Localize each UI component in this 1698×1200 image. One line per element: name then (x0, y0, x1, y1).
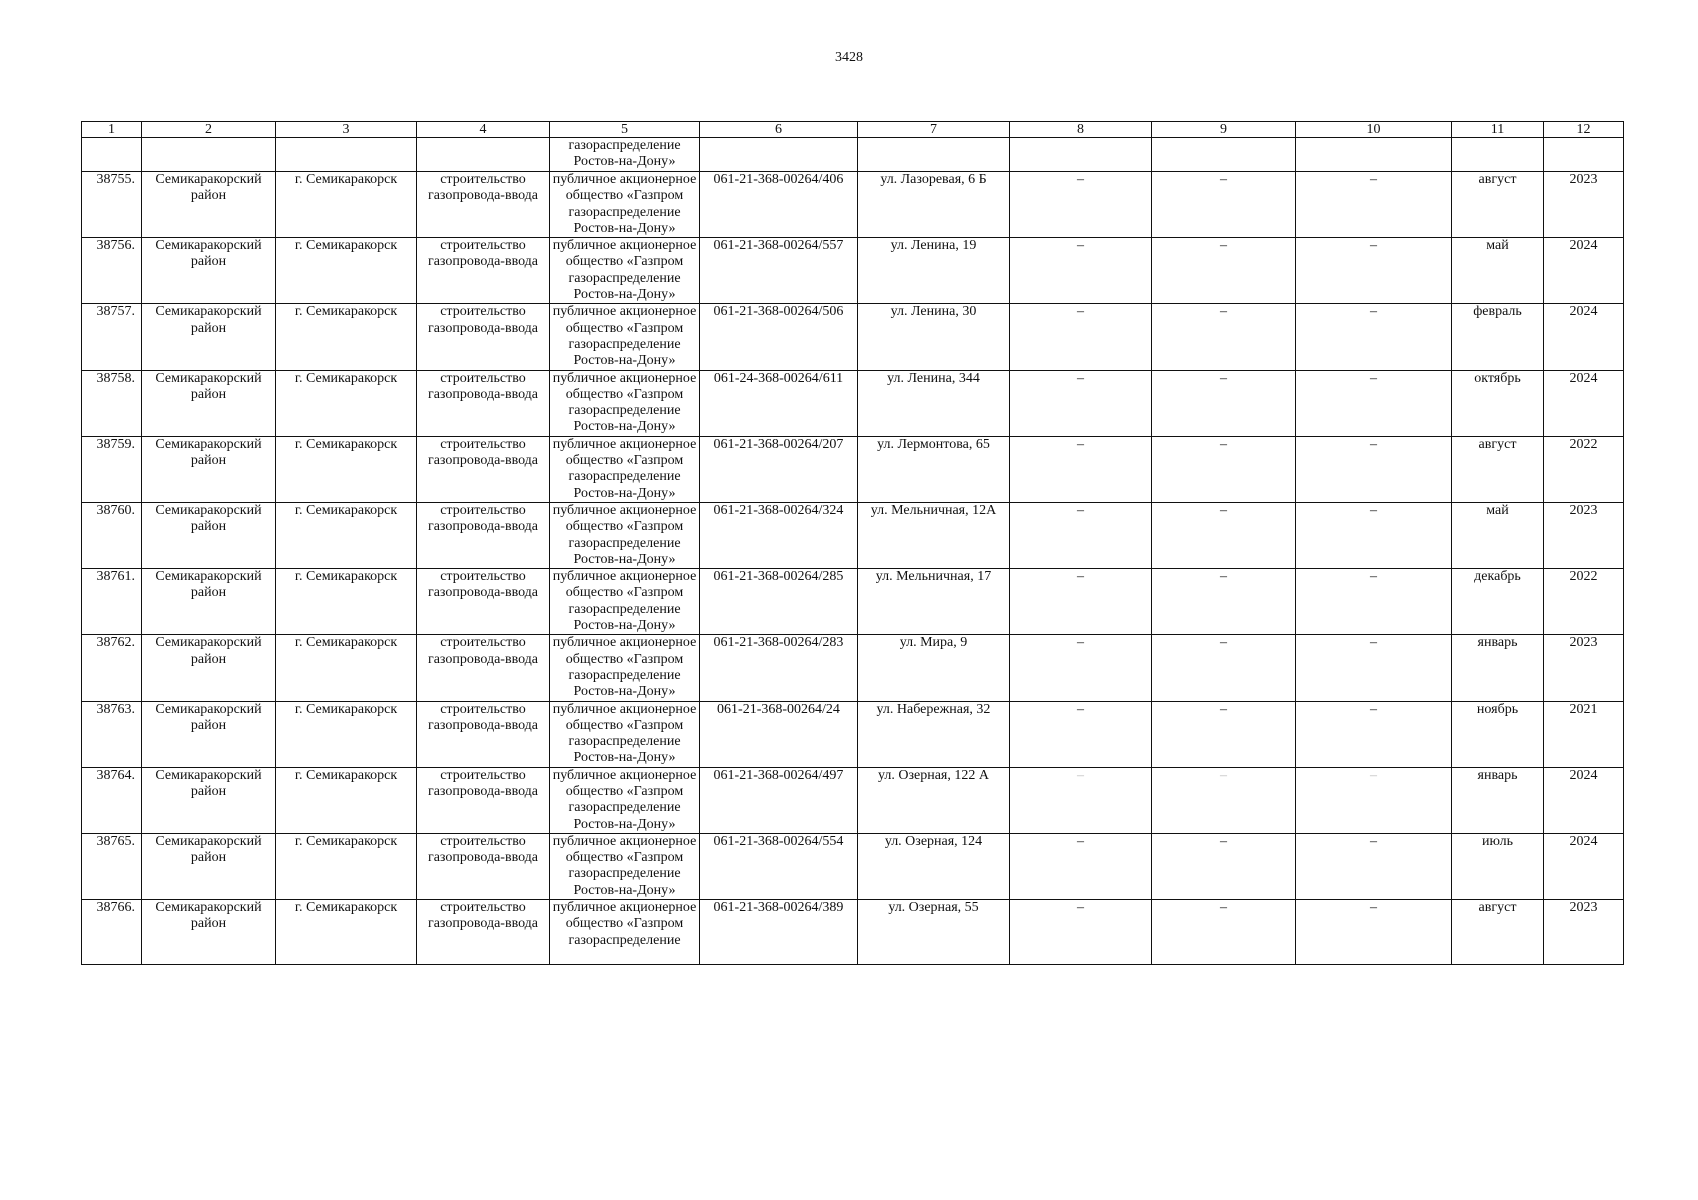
row-number-cell: 38762. (82, 635, 142, 701)
address-cell: ул. Мельничная, 12А (858, 502, 1010, 568)
col8-cell: – (1010, 569, 1152, 635)
column-header: 12 (1544, 122, 1624, 138)
table-cell (82, 138, 142, 172)
col8-cell: – (1010, 370, 1152, 436)
table-cell (1010, 138, 1152, 172)
year-cell: 2022 (1544, 569, 1624, 635)
row-number-cell: 38765. (82, 833, 142, 899)
registry-table (81, 121, 1624, 965)
table-row (82, 238, 1624, 304)
column-header: 3 (276, 122, 417, 138)
locality-cell: г. Семикаракорск (276, 238, 417, 304)
month-cell: август (1452, 172, 1544, 238)
column-header: 9 (1152, 122, 1296, 138)
col8-cell: – (1010, 238, 1152, 304)
year-cell: 2024 (1544, 833, 1624, 899)
col10-cell: – (1296, 833, 1452, 899)
row-number-cell: 38763. (82, 701, 142, 767)
month-cell: май (1452, 238, 1544, 304)
project-code-cell: 061-21-368-00264/24 (700, 701, 858, 767)
work-type-cell: строительство газопровода-ввода (417, 502, 550, 568)
year-cell: 2024 (1544, 370, 1624, 436)
district-cell: Семикаракорский район (142, 833, 276, 899)
address-cell: ул. Озерная, 122 А (858, 767, 1010, 833)
column-header: 7 (858, 122, 1010, 138)
table-cell (1452, 138, 1544, 172)
work-type-cell: строительство газопровода-ввода (417, 701, 550, 767)
month-cell: август (1452, 436, 1544, 502)
col9-cell: – (1152, 767, 1296, 833)
project-code-cell: 061-21-368-00264/406 (700, 172, 858, 238)
col8-cell: – (1010, 767, 1152, 833)
column-number-row (82, 122, 1624, 138)
col10-cell: – (1296, 238, 1452, 304)
col8-cell: – (1010, 172, 1152, 238)
table-row (82, 569, 1624, 635)
table-cell (142, 138, 276, 172)
project-code-cell: 061-21-368-00264/554 (700, 833, 858, 899)
row-number-cell: 38757. (82, 304, 142, 370)
col10-cell: – (1296, 370, 1452, 436)
column-header: 11 (1452, 122, 1544, 138)
month-cell: январь (1452, 767, 1544, 833)
col9-cell: – (1152, 635, 1296, 701)
work-type-cell: строительство газопровода-ввода (417, 172, 550, 238)
project-code-cell: 061-21-368-00264/285 (700, 569, 858, 635)
locality-cell: г. Семикаракорск (276, 370, 417, 436)
row-number-cell: 38766. (82, 900, 142, 965)
month-cell: июль (1452, 833, 1544, 899)
address-cell: ул. Мельничная, 17 (858, 569, 1010, 635)
work-type-cell: строительство газопровода-ввода (417, 238, 550, 304)
work-type-cell: строительство газопровода-ввода (417, 370, 550, 436)
month-cell: ноябрь (1452, 701, 1544, 767)
address-cell: ул. Лазоревая, 6 Б (858, 172, 1010, 238)
col10-cell: – (1296, 172, 1452, 238)
col10-cell: – (1296, 569, 1452, 635)
table-row (82, 635, 1624, 701)
organization-cell: публичное акционерное общество «Газпром газораспределение Ростов-на-Дону» (550, 635, 700, 701)
col9-cell: – (1152, 701, 1296, 767)
row-number-cell: 38764. (82, 767, 142, 833)
project-code-cell: 061-21-368-00264/207 (700, 436, 858, 502)
col8-cell: – (1010, 304, 1152, 370)
district-cell: Семикаракорский район (142, 172, 276, 238)
organization-cell: публичное акционерное общество «Газпром газораспределение Ростов-на-Дону» (550, 502, 700, 568)
col10-cell: – (1296, 502, 1452, 568)
table-cell (417, 138, 550, 172)
district-cell: Семикаракорский район (142, 502, 276, 568)
month-cell: май (1452, 502, 1544, 568)
month-cell: декабрь (1452, 569, 1544, 635)
locality-cell: г. Семикаракорск (276, 833, 417, 899)
table-cell (858, 138, 1010, 172)
org-continuation-cell: газораспределение Ростов-на-Дону» (550, 138, 700, 172)
project-code-cell: 061-21-368-00264/557 (700, 238, 858, 304)
address-cell: ул. Озерная, 124 (858, 833, 1010, 899)
address-cell: ул. Ленина, 19 (858, 238, 1010, 304)
col10-cell: – (1296, 701, 1452, 767)
column-header: 4 (417, 122, 550, 138)
row-number-cell: 38755. (82, 172, 142, 238)
table-row (82, 767, 1624, 833)
col10-cell: – (1296, 767, 1452, 833)
table-row (82, 172, 1624, 238)
locality-cell: г. Семикаракорск (276, 304, 417, 370)
district-cell: Семикаракорский район (142, 767, 276, 833)
table-cell (276, 138, 417, 172)
table-body (82, 138, 1624, 965)
district-cell: Семикаракорский район (142, 370, 276, 436)
district-cell: Семикаракорский район (142, 900, 276, 965)
project-code-cell: 061-21-368-00264/324 (700, 502, 858, 568)
locality-cell: г. Семикаракорск (276, 701, 417, 767)
table-cell (1152, 138, 1296, 172)
organization-cell: публичное акционерное общество «Газпром газораспределение Ростов-на-Дону» (550, 767, 700, 833)
col8-cell: – (1010, 436, 1152, 502)
col9-cell: – (1152, 900, 1296, 965)
col9-cell: – (1152, 502, 1296, 568)
col9-cell: – (1152, 436, 1296, 502)
year-cell: 2023 (1544, 635, 1624, 701)
locality-cell: г. Семикаракорск (276, 767, 417, 833)
work-type-cell: строительство газопровода-ввода (417, 833, 550, 899)
locality-cell: г. Семикаракорск (276, 502, 417, 568)
col8-cell: – (1010, 833, 1152, 899)
work-type-cell: строительство газопровода-ввода (417, 304, 550, 370)
organization-cell: публичное акционерное общество «Газпром газораспределение (550, 900, 700, 965)
col9-cell: – (1152, 370, 1296, 436)
locality-cell: г. Семикаракорск (276, 436, 417, 502)
col10-cell: – (1296, 436, 1452, 502)
col9-cell: – (1152, 172, 1296, 238)
row-number-cell: 38761. (82, 569, 142, 635)
work-type-cell: строительство газопровода-ввода (417, 436, 550, 502)
year-cell: 2024 (1544, 238, 1624, 304)
table-row (82, 370, 1624, 436)
table-cell (700, 138, 858, 172)
organization-cell: публичное акционерное общество «Газпром газораспределение Ростов-на-Дону» (550, 370, 700, 436)
project-code-cell: 061-21-368-00264/506 (700, 304, 858, 370)
col8-cell: – (1010, 635, 1152, 701)
district-cell: Семикаракорский район (142, 304, 276, 370)
work-type-cell: строительство газопровода-ввода (417, 900, 550, 965)
year-cell: 2024 (1544, 767, 1624, 833)
organization-cell: публичное акционерное общество «Газпром газораспределение Ростов-на-Дону» (550, 172, 700, 238)
col8-cell: – (1010, 900, 1152, 965)
column-header: 1 (82, 122, 142, 138)
table-row (82, 701, 1624, 767)
address-cell: ул. Лермонтова, 65 (858, 436, 1010, 502)
table-row (82, 900, 1624, 965)
table-cell (1544, 138, 1624, 172)
page-number: 3428 (835, 50, 863, 65)
column-header: 8 (1010, 122, 1152, 138)
continuation-row (82, 138, 1624, 172)
organization-cell: публичное акционерное общество «Газпром газораспределение Ростов-на-Дону» (550, 569, 700, 635)
work-type-cell: строительство газопровода-ввода (417, 767, 550, 833)
month-cell: август (1452, 900, 1544, 965)
project-code-cell: 061-21-368-00264/389 (700, 900, 858, 965)
locality-cell: г. Семикаракорск (276, 172, 417, 238)
row-number-cell: 38758. (82, 370, 142, 436)
work-type-cell: строительство газопровода-ввода (417, 569, 550, 635)
organization-cell: публичное акционерное общество «Газпром газораспределение Ростов-на-Дону» (550, 701, 700, 767)
district-cell: Семикаракорский район (142, 701, 276, 767)
table-row (82, 436, 1624, 502)
column-header: 5 (550, 122, 700, 138)
organization-cell: публичное акционерное общество «Газпром газораспределение Ростов-на-Дону» (550, 238, 700, 304)
district-cell: Семикаракорский район (142, 635, 276, 701)
organization-cell: публичное акционерное общество «Газпром газораспределение Ростов-на-Дону» (550, 436, 700, 502)
col10-cell: – (1296, 635, 1452, 701)
organization-cell: публичное акционерное общество «Газпром газораспределение Ростов-на-Дону» (550, 833, 700, 899)
col10-cell: – (1296, 304, 1452, 370)
row-number-cell: 38759. (82, 436, 142, 502)
locality-cell: г. Семикаракорск (276, 900, 417, 965)
row-number-cell: 38760. (82, 502, 142, 568)
col9-cell: – (1152, 238, 1296, 304)
address-cell: ул. Озерная, 55 (858, 900, 1010, 965)
address-cell: ул. Ленина, 30 (858, 304, 1010, 370)
year-cell: 2023 (1544, 900, 1624, 965)
col8-cell: – (1010, 502, 1152, 568)
month-cell: январь (1452, 635, 1544, 701)
district-cell: Семикаракорский район (142, 436, 276, 502)
year-cell: 2021 (1544, 701, 1624, 767)
table-cell (1296, 138, 1452, 172)
address-cell: ул. Мира, 9 (858, 635, 1010, 701)
month-cell: октябрь (1452, 370, 1544, 436)
month-cell: февраль (1452, 304, 1544, 370)
col9-cell: – (1152, 304, 1296, 370)
column-header: 2 (142, 122, 276, 138)
column-header: 6 (700, 122, 858, 138)
col9-cell: – (1152, 833, 1296, 899)
district-cell: Семикаракорский район (142, 238, 276, 304)
project-code-cell: 061-21-368-00264/497 (700, 767, 858, 833)
col8-cell: – (1010, 701, 1152, 767)
work-type-cell: строительство газопровода-ввода (417, 635, 550, 701)
col9-cell: – (1152, 569, 1296, 635)
project-code-cell: 061-24-368-00264/611 (700, 370, 858, 436)
locality-cell: г. Семикаракорск (276, 635, 417, 701)
year-cell: 2023 (1544, 172, 1624, 238)
organization-cell: публичное акционерное общество «Газпром газораспределение Ростов-на-Дону» (550, 304, 700, 370)
locality-cell: г. Семикаракорск (276, 569, 417, 635)
address-cell: ул. Набережная, 32 (858, 701, 1010, 767)
row-number-cell: 38756. (82, 238, 142, 304)
table-row (82, 304, 1624, 370)
table-row (82, 502, 1624, 568)
year-cell: 2022 (1544, 436, 1624, 502)
table-row (82, 833, 1624, 899)
project-code-cell: 061-21-368-00264/283 (700, 635, 858, 701)
column-header: 10 (1296, 122, 1452, 138)
district-cell: Семикаракорский район (142, 569, 276, 635)
col10-cell: – (1296, 900, 1452, 965)
address-cell: ул. Ленина, 344 (858, 370, 1010, 436)
year-cell: 2024 (1544, 304, 1624, 370)
year-cell: 2023 (1544, 502, 1624, 568)
